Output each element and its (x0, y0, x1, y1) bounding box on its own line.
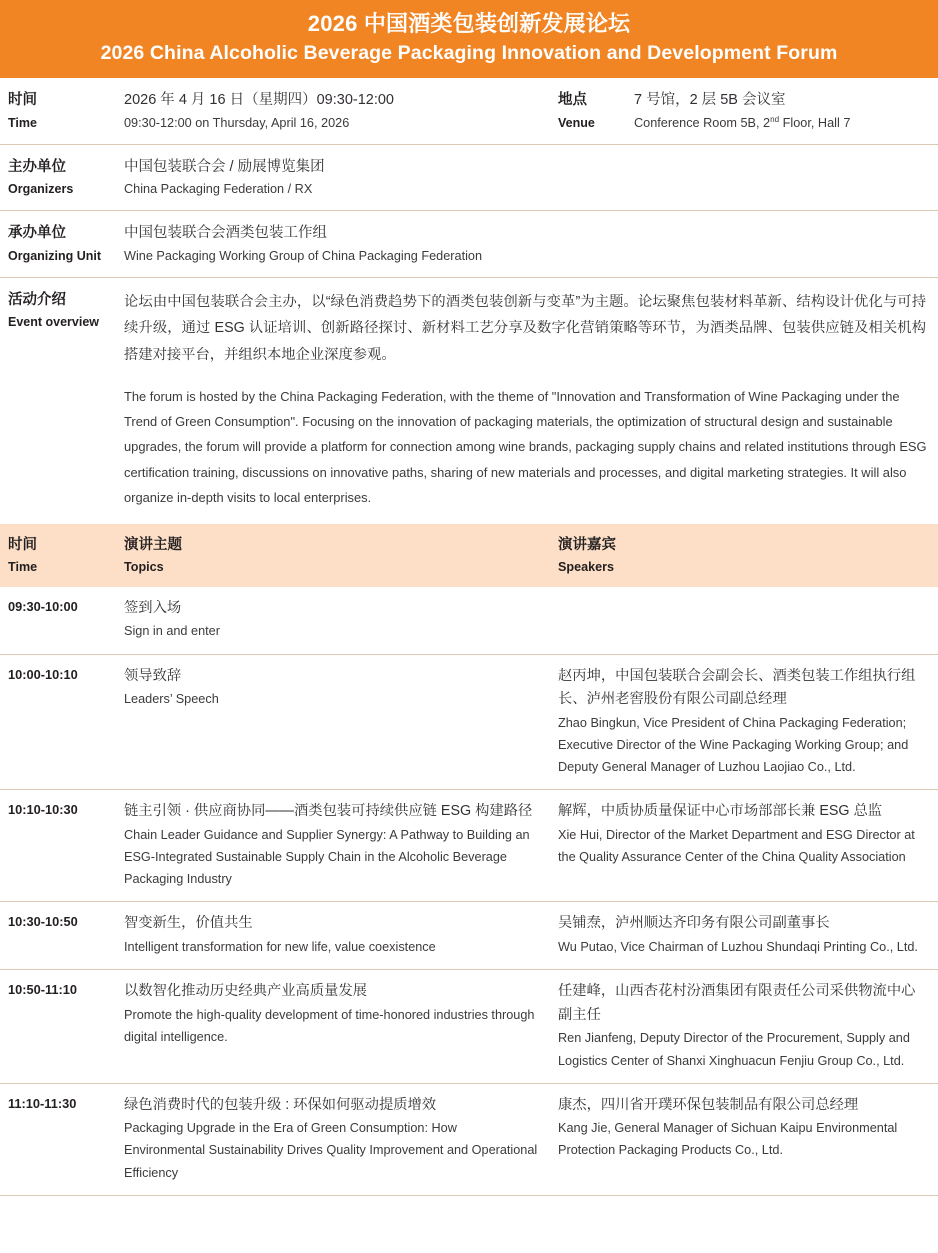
agenda-time-value: 09:30-10:00 (8, 598, 78, 614)
page-banner (0, 0, 938, 78)
event-overview-label-en: Event overview (8, 315, 100, 330)
info-row-organizers (0, 145, 938, 212)
event-overview-label (0, 289, 124, 510)
agenda-time-value: 10:00-10:10 (8, 666, 78, 682)
agenda-topic-cn: 链主引领 · 供应商协同——酒类包装可持续供应链 ESG 构建路径 (124, 803, 533, 820)
agenda-cell-time (0, 912, 124, 958)
table-row (0, 655, 938, 791)
agenda-speaker-en: Xie Hui, Director of the Market Department and ESG Director at the Quality Assurance Center of the China Quality Association (558, 827, 915, 865)
agenda-cell-topic (124, 800, 558, 890)
agenda-cell-time (0, 800, 124, 890)
agenda-header-topic-cn: 演讲主题 (124, 536, 182, 553)
agenda-speaker-en: Kang Jie, General Manager of Sichuan Kaipu Environmental Protection Packaging Products Co., Ltd. (558, 1121, 898, 1158)
organizing-unit-label-cn: 承办单位 (8, 225, 66, 242)
table-row (0, 790, 938, 902)
agenda-speaker-cn: 解辉，中质协质量保证中心市场部部长兼 ESG 总监 (558, 803, 883, 820)
agenda-topic-cn: 智变新生，价值共生 (124, 915, 253, 932)
venue-ordinal-suffix: nd (770, 114, 780, 124)
agenda-topic-en: Leaders’ Speech (124, 692, 219, 707)
venue-value-en (634, 113, 938, 134)
agenda-cell-speaker (558, 597, 938, 643)
event-overview-value (124, 289, 938, 510)
agenda-cell-topic (124, 665, 558, 779)
info-row-organizing-unit (0, 211, 938, 278)
organizers-label-cn: 主办单位 (8, 158, 66, 175)
agenda-speaker-en: Ren Jianfeng, Deputy Director of the Procurement, Supply and Logistics Center of Shanxi Xinghuacun Fenjiu Group Co., Ltd. (558, 1031, 910, 1068)
event-info-block (0, 78, 938, 524)
organizers-value-en: China Packaging Federation / RX (124, 182, 313, 197)
event-overview-label-cn: 活动介绍 (8, 291, 66, 308)
time-label-cn: 时间 (8, 92, 37, 109)
organizers-value-cn: 中国包装联合会 / 励展博览集团 (124, 158, 325, 175)
organizing-unit-value-cn: 中国包装联合会酒类包装工作组 (124, 225, 327, 242)
table-row (0, 1084, 938, 1196)
agenda-speaker-en: Zhao Bingkun, Vice President of China Packaging Federation; Executive Director of the Wine Packaging Working Group; and Deputy General Manager of Luzhou Laojiao Co., Ltd. (558, 715, 909, 775)
event-overview-paragraph-en: The forum is hosted by the China Packaging Federation, with the theme of "Innovation and Transformation of Wine Packaging under the Trend of Green Consumption". Focusing on the innovation of packaging materials, the optimization of structural design and sustainable upgrades, the forum will provide a platform for connection among wine brands, packaging supply chains and related institutions through ESG certification training, discussions on innovative paths, sharing of new materials and processes, and digital marketing strategies. It will also organize in-depth visits to local enterprises. (124, 389, 927, 505)
agenda-cell-topic (124, 1094, 558, 1184)
organizing-unit-value-en: Wine Packaging Working Group of China Packaging Federation (124, 248, 483, 263)
agenda-table-body (0, 587, 938, 1196)
banner-title-cn: 2026 中国酒类包装创新发展论坛 (307, 11, 631, 36)
agenda-time-value: 10:30-10:50 (8, 914, 78, 930)
agenda-topic-cn: 领导致辞 (124, 667, 182, 684)
agenda-topic-en: Chain Leader Guidance and Supplier Synergy: A Pathway to Building an ESG-Integrated Sustainable Supply Chain in the Alcoholic Beverage Packaging Industry (124, 827, 530, 887)
agenda-speaker-cn: 康杰，四川省开璞环保包装制品有限公司总经理 (558, 1096, 859, 1113)
agenda-cell-time (0, 597, 124, 643)
organizers-value (124, 156, 938, 201)
agenda-time-value: 11:10-11:30 (8, 1095, 77, 1111)
table-row (0, 970, 938, 1084)
time-value-en: 09:30-12:00 on Thursday, April 16, 2026 (124, 115, 350, 130)
venue-label (558, 89, 634, 134)
agenda-cell-speaker (558, 800, 938, 890)
agenda-time-value: 10:10-10:30 (8, 802, 78, 818)
agenda-topic-cn: 以数智化推动历史经典产业高质量发展 (124, 983, 368, 1000)
agenda-cell-speaker (558, 665, 938, 779)
organizing-unit-label (0, 222, 124, 267)
agenda-cell-time (0, 665, 124, 779)
agenda-header-speaker-en: Speakers (558, 560, 615, 575)
agenda-header-speaker (558, 534, 938, 578)
venue-value-cn: 7 号馆，2 层 5B 会议室 (634, 92, 786, 109)
info-row-event-overview (0, 278, 938, 524)
organizing-unit-label-en: Organizing Unit (8, 248, 102, 263)
time-value-cn: 2026 年 4 月 16 日（星期四）09:30-12:00 (124, 92, 394, 109)
agenda-cell-topic (124, 597, 558, 643)
organizers-label (0, 156, 124, 201)
organizing-unit-value (124, 222, 938, 267)
time-label (0, 89, 124, 134)
agenda-cell-speaker (558, 912, 938, 958)
agenda-table-header (0, 524, 938, 587)
table-row (0, 587, 938, 655)
event-overview-paragraph-cn: 论坛由中国包装联合会主办，以“绿色消费趋势下的酒类包装创新与变革”为主题。论坛聚焦包装材料革新、结构设计优化与可持续升级，通过 ESG 认证培训、创新路径探讨、新材料工艺分享及数字化营销策略等环节，为酒类品牌、包装供应链及相关机构搭建对接平台，并组织本地企业深度参观。 (124, 293, 926, 363)
agenda-cell-speaker (558, 1094, 938, 1184)
venue-label-en: Venue (558, 115, 595, 130)
agenda-topic-en: Promote the high-quality development of time-honored industries through digital intelligence. (124, 1007, 535, 1044)
agenda-speaker-cn: 任建峰，山西杏花村汾酒集团有限责任公司采供物流中心副主任 (558, 983, 916, 1023)
agenda-header-topic-en: Topics (124, 560, 164, 575)
table-row (0, 902, 938, 970)
agenda-cell-time (0, 980, 124, 1072)
info-venue (558, 89, 938, 134)
agenda-topic-cn: 绿色消费时代的包装升级 : 环保如何驱动提质增效 (124, 1096, 437, 1113)
banner-title-en: 2026 China Alcoholic Beverage Packaging Innovation and Development Forum (100, 41, 838, 64)
agenda-header-speaker-cn: 演讲嘉宾 (558, 536, 616, 553)
venue-value-en-prefix: Conference Room 5B, 2 (634, 115, 771, 130)
info-time (0, 89, 558, 134)
agenda-topic-en: Sign in and enter (124, 624, 220, 639)
agenda-time-value: 10:50-11:10 (8, 982, 78, 998)
organizers-label-en: Organizers (8, 182, 74, 197)
agenda-topic-cn: 签到入场 (124, 599, 182, 616)
info-row-time-venue (0, 78, 938, 145)
venue-label-cn: 地点 (558, 92, 587, 109)
agenda-speaker-cn: 吴铺焘，泸州顺达齐印务有限公司副董事长 (558, 915, 830, 932)
agenda-cell-topic (124, 980, 558, 1072)
agenda-speaker-cn: 赵丙坤，中国包装联合会副会长、酒类包装工作组执行组长、泸州老窖股份有限公司副总经理 (558, 667, 916, 708)
agenda-cell-topic (124, 912, 558, 958)
venue-value-en-suffix: Floor, Hall 7 (779, 115, 851, 130)
venue-value (634, 89, 938, 134)
agenda-header-time-cn: 时间 (8, 536, 37, 553)
agenda-header-topic (124, 534, 558, 578)
agenda-header-time-en: Time (8, 560, 38, 575)
agenda-cell-speaker (558, 980, 938, 1072)
agenda-header-time (0, 534, 124, 578)
agenda-cell-time (0, 1094, 124, 1184)
agenda-topic-en: Packaging Upgrade in the Era of Green Consumption: How Environmental Sustainability Drives Quality Improvement and Operational Efficiency (124, 1121, 538, 1180)
agenda-speaker-en: Wu Putao, Vice Chairman of Luzhou Shundaqi Printing Co., Ltd. (558, 939, 918, 954)
time-value (124, 89, 558, 134)
agenda-topic-en: Intelligent transformation for new life, value coexistence (124, 939, 436, 954)
time-label-en: Time (8, 115, 37, 130)
